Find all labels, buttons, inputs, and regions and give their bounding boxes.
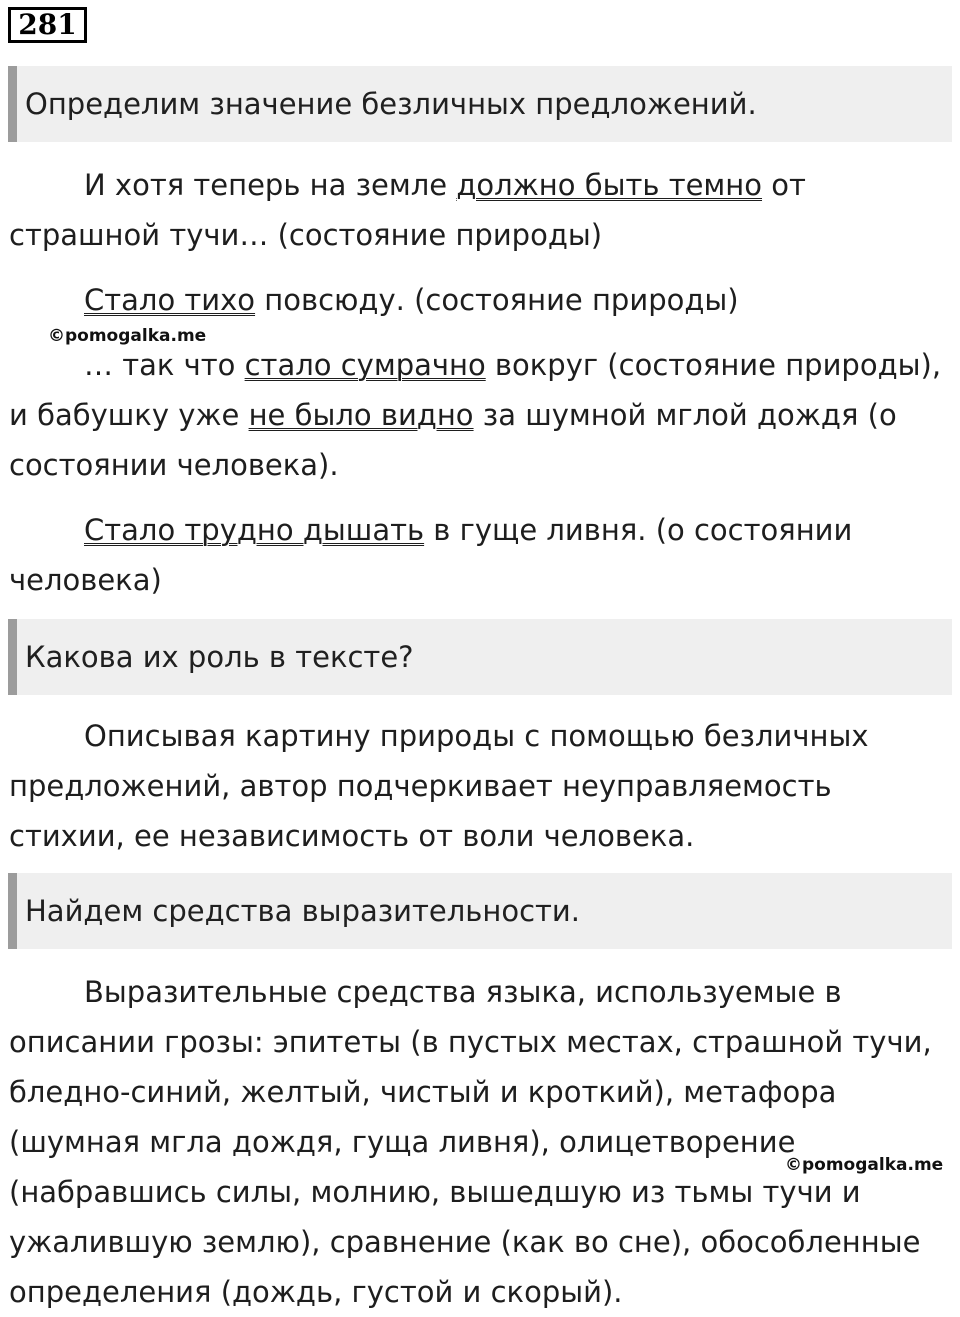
example-sentence-1: И хотя теперь на земле должно быть темно от страшной тучи… (состояние природы) — [9, 168, 806, 252]
predicate-underline-4: не было видно — [248, 398, 474, 432]
predicate-underline-5: Стало трудно дышать — [84, 513, 425, 547]
question-bar-3 — [8, 873, 952, 949]
question-bar-1 — [8, 66, 952, 142]
watermark-2: ©pomogalka.me — [785, 1155, 944, 1175]
watermark-1: ©pomogalka.me — [48, 326, 207, 346]
question-text-3: Найдем средства выразительности. — [25, 894, 580, 928]
example-sentence-4: Стало трудно дышать в гуще ливня. (о состоянии человека) — [9, 513, 853, 597]
task-number-badge: 281 — [8, 7, 87, 43]
answer-paragraph-3: Выразительные средства языка, используемые в описании грозы: эпитеты (в пустых местах, страшной тучи, бледно-синий, желтый, чистый и кроткий), метафора (шумная мгла дождя, гуща ливня), олицетворение (набравшись силы, молнию, вышедшую из тьмы тучи и ужалившую землю), сравнение (как во сне), обособленные определения (дождь, густой и скорый). — [9, 975, 932, 1309]
predicate-underline-3: стало сумрачно — [244, 348, 486, 382]
question-text-2: Какова их роль в тексте? — [25, 640, 414, 674]
predicate-underline-1: должно быть темно — [456, 168, 763, 202]
predicate-underline-2: Стало тихо — [84, 283, 256, 317]
answer-paragraph-2: Описывая картину природы с помощью безличных предложений, автор подчеркивает неуправляемость стихии, ее независимость от воли человека. — [9, 719, 869, 853]
question-text-1: Определим значение безличных предложений. — [25, 87, 757, 121]
example-sentence-3: … так что стало сумрачно вокруг (состояние природы), и бабушку уже не было видно за шумной мглой дождя (о состоянии человека). — [9, 348, 942, 482]
question-bar-2 — [8, 619, 952, 695]
example-sentence-2: Стало тихо повсюду. (состояние природы) — [84, 283, 739, 317]
